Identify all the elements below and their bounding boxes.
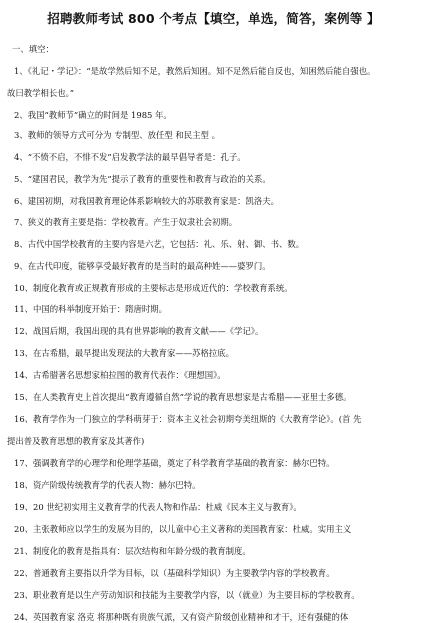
item-text: 18、资产阶级传统教育学的代表人物：赫尔巴特。 [14,480,201,490]
list-item [14,174,416,185]
list-item [14,326,416,337]
list-item [14,458,416,469]
item-text: 5、“建国君民，教学为先”提示了教育的重要性和教育与政治的关系。 [14,174,271,184]
item-text: 21、制度化的教育是指具有：层次结构和年龄分级的教育制度。 [14,546,251,556]
list-item [14,348,416,359]
item-text: 13、在古希腊，最早提出发现法的大教育家——苏格拉底。 [14,348,235,358]
item-text: 17、强调教育学的心理学和伦理学基础，奠定了科学教育学基础的教育家：赫尔巴特。 [14,458,335,468]
item-text: 23、职业教育是以生产劳动知识和技能为主要教学内容，以（就业）为主要目标的学校教育。 [14,590,360,600]
item-text-continuation: 故曰教学相长也。” [7,88,75,98]
list-item [14,261,416,272]
item-text: 9、在古代印度，能够享受最好教育的是当时的最高种姓——婆罗门。 [14,261,271,271]
list-item [14,524,416,535]
item-text: 20、主张教师应以学生的发展为目的，以儿童中心主义著称的美国教育家：杜威。实用主义 [14,524,352,534]
document-title: 招聘教师考试 800 个考点【填空，单选，简答，案例等 】 [47,11,380,26]
list-item [7,66,416,99]
item-text: 7、狭义的教育主要是指：学校教育。产生于奴隶社会初期。 [14,217,238,227]
item-text-continuation: 提出普及教育思想的教育家及其著作) [7,436,145,446]
item-text: 16、教育学作为一门独立的学科萌芽于：资本主义社会初期夸美纽斯的《大教育学论》。(首 先 [14,414,362,424]
section-heading: 一、填空： [12,44,54,54]
list-item [14,546,416,557]
list-item [14,239,416,250]
item-text: 6、建国初期，对我国教育理论体系影响较大的苏联教育家是：凯洛夫。 [14,196,279,206]
item-text: 3、教师的领导方式可分为 专制型、放任型 和民主型 。 [14,130,220,140]
list-item [14,283,416,294]
list-item [14,480,416,491]
list-item [14,110,416,121]
item-text: 22、普通教育主要指以升学为目标，以（基础科学知识）为主要教学内容的学校教育。 [14,568,335,578]
list-item [14,130,416,141]
list-item [14,590,416,601]
item-text: 4、“不愤不启，不悱不发”启发教学法的最早倡导者是：孔子。 [14,152,246,162]
list-item [14,568,416,579]
list-item [7,414,416,447]
list-item [14,196,416,207]
item-text: 24、英国教育家 洛克 将那种既有贵族气派，又有资产阶级创业精神和才干，还有强健的体 [14,612,349,622]
item-text: 2、我国“教师节”确立的时间是 1985 年。 [14,110,172,120]
item-text: 10、制度化教育或正规教育形成的主要标志是形成近代的：学校教育系统。 [14,283,293,293]
item-text: 12、战国后期，我国出现的具有世界影响的教育文献——《学记》。 [14,326,264,336]
list-item [14,370,416,381]
item-text: 14、古希腊著名思想家柏拉图的教育代表作：《理想国》。 [14,370,226,380]
list-item [14,392,416,403]
item-text: 11、中国的科举制度开始于：隋唐时期。 [14,304,168,314]
item-text: 8、古代中国学校教育的主要内容是六艺，它包括：礼、乐、射、御、书、数。 [14,239,305,249]
list-item [14,217,416,228]
list-item [14,304,416,315]
item-text: 19、20 世纪初实用主义教育学的代表人物和作品：杜威《民本主义与教育》。 [14,502,302,512]
item-text: 1、《礼记・学记》：“是故学然后知不足，教然后知困。知不足然后能自反也，知困然后能自强也。 [14,66,376,76]
item-text: 15、在人类教育史上首次提出“教育遵循自然”学说的教育思想家是古希腊——亚里士多德。 [14,392,352,402]
list-item [14,152,416,163]
list-item [14,612,416,623]
list-item [14,502,416,513]
